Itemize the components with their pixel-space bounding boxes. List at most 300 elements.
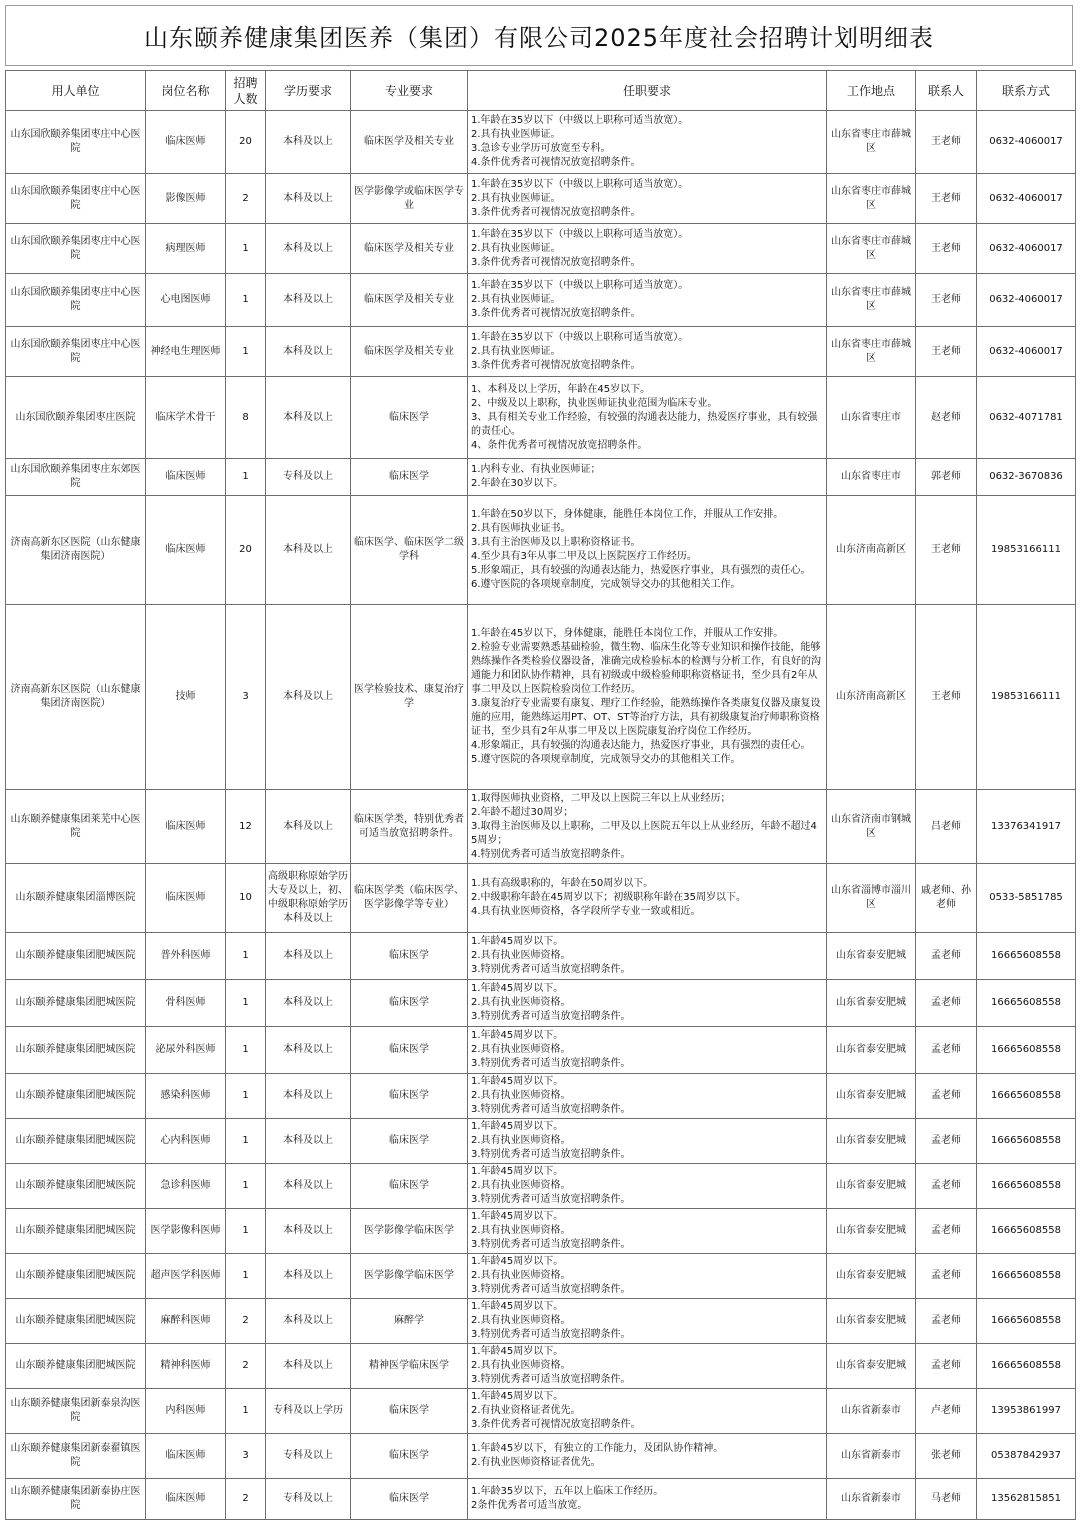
requirement-line: 4、条件优秀者可视情况放宽招聘条件。 bbox=[471, 439, 648, 451]
cell-contact: 王老师 bbox=[916, 224, 977, 274]
cell-education: 本科及以上 bbox=[266, 1027, 351, 1074]
cell-phone: 16665608558 bbox=[977, 933, 1076, 980]
cell-position: 心电图医师 bbox=[146, 274, 226, 327]
requirement-line: 3.特别优秀者可适当放宽招聘条件。 bbox=[471, 1329, 631, 1340]
cell-count: 2 bbox=[226, 1479, 266, 1520]
cell-location: 山东省泰安肥城 bbox=[827, 1027, 916, 1074]
cell-requirements bbox=[468, 1479, 827, 1520]
requirement-line: 2.具有执业医师资格。 bbox=[471, 1315, 571, 1326]
cell-location: 山东省泰安肥城 bbox=[827, 1209, 916, 1254]
cell-requirements bbox=[468, 327, 827, 377]
cell-contact: 王老师 bbox=[916, 496, 977, 605]
cell-location: 山东省泰安肥城 bbox=[827, 1344, 916, 1389]
table-row bbox=[6, 1479, 1076, 1520]
cell-contact: 孟老师 bbox=[916, 1344, 977, 1389]
cell-major: 临床医学类，特别优秀者可适当放宽招聘条件。 bbox=[351, 790, 468, 864]
cell-count: 1 bbox=[226, 933, 266, 980]
cell-location: 山东济南高新区 bbox=[827, 496, 916, 605]
cell-education: 本科及以上 bbox=[266, 174, 351, 224]
requirement-line: 2.具有执业医师证。 bbox=[471, 192, 561, 204]
table-row bbox=[6, 1119, 1076, 1164]
cell-phone: 13376341917 bbox=[977, 790, 1076, 864]
cell-education: 专科及以上学历 bbox=[266, 1389, 351, 1434]
cell-unit: 山东颐养健康集团肥城医院 bbox=[6, 1074, 146, 1119]
cell-requirements bbox=[468, 1254, 827, 1299]
cell-position: 泌尿外科医师 bbox=[146, 1027, 226, 1074]
requirement-line: 3.条件优秀者可视情况放宽招聘条件。 bbox=[471, 256, 641, 268]
requirement-line: 2.年龄在30岁以下。 bbox=[471, 478, 564, 489]
cell-count: 1 bbox=[226, 1074, 266, 1119]
header-contact: 联系人 bbox=[916, 71, 977, 111]
table-row bbox=[6, 1164, 1076, 1209]
table-header-row bbox=[6, 71, 1076, 111]
cell-major: 临床医学 bbox=[351, 459, 468, 496]
cell-contact: 吕老师 bbox=[916, 790, 977, 864]
cell-contact: 赵老师 bbox=[916, 377, 977, 459]
cell-contact: 孟老师 bbox=[916, 1254, 977, 1299]
cell-contact: 王老师 bbox=[916, 327, 977, 377]
cell-position: 影像医师 bbox=[146, 174, 226, 224]
cell-position: 急诊科医师 bbox=[146, 1164, 226, 1209]
requirement-line: 3.特别优秀者可适当放宽招聘条件。 bbox=[471, 1149, 631, 1160]
cell-location: 山东省新泰市 bbox=[827, 1479, 916, 1520]
cell-education: 本科及以上 bbox=[266, 327, 351, 377]
requirement-line: 2.具有执业医师资格。 bbox=[471, 950, 571, 961]
cell-unit: 济南高新东区医院（山东健康集团济南医院） bbox=[6, 605, 146, 790]
cell-contact: 孟老师 bbox=[916, 1164, 977, 1209]
requirement-line: 3、具有相关专业工作经验，有较强的沟通表达能力，热爱医疗事业，具有较强的责任心。 bbox=[471, 411, 818, 437]
requirement-line: 1.年龄在35岁以下（中级以上职称可适当放宽）。 bbox=[471, 228, 689, 240]
cell-unit: 山东国欣颐养集团枣庄医院 bbox=[6, 377, 146, 459]
cell-location: 山东省济南市钢城区 bbox=[827, 790, 916, 864]
cell-position: 病理医师 bbox=[146, 224, 226, 274]
cell-unit: 山东颐养健康集团肥城医院 bbox=[6, 1027, 146, 1074]
cell-requirements bbox=[468, 1074, 827, 1119]
requirement-line: 1.年龄在35岁以下（中级以上职称可适当放宽）。 bbox=[471, 178, 689, 190]
cell-location: 山东省枣庄市薛城区 bbox=[827, 224, 916, 274]
cell-location: 山东省泰安肥城 bbox=[827, 1119, 916, 1164]
requirement-line: 2.年龄不超过30周岁； bbox=[471, 806, 574, 818]
cell-major: 医学检验技术、康复治疗学 bbox=[351, 605, 468, 790]
requirement-line: 3.急诊专业学历可放宽至专科。 bbox=[471, 143, 611, 154]
cell-position: 临床医师 bbox=[146, 1479, 226, 1520]
cell-contact: 孟老师 bbox=[916, 1027, 977, 1074]
cell-education: 本科及以上 bbox=[266, 1299, 351, 1344]
cell-unit: 山东国欣颐养集团枣庄中心医院 bbox=[6, 327, 146, 377]
cell-education: 专科及以上 bbox=[266, 459, 351, 496]
requirement-line: 1.年龄在35岁以下（中级以上职称可适当放宽）。 bbox=[471, 331, 689, 343]
cell-contact: 王老师 bbox=[916, 174, 977, 224]
requirement-line: 3.取得主治医师及以上职称，二甲及以上医院五年以上从业经历，年龄不超过45周岁； bbox=[471, 820, 817, 846]
requirement-line: 2.具有执业医师资格。 bbox=[471, 1225, 571, 1236]
cell-position: 技师 bbox=[146, 605, 226, 790]
requirement-line: 1.年龄45周岁以下。 bbox=[471, 1030, 564, 1041]
cell-position: 临床医师 bbox=[146, 864, 226, 933]
table-row bbox=[6, 274, 1076, 327]
cell-education: 本科及以上 bbox=[266, 111, 351, 174]
cell-education: 高级职称原始学历大专及以上，初、中级职称原始学历本科及以上 bbox=[266, 864, 351, 933]
cell-location: 山东省泰安肥城 bbox=[827, 1164, 916, 1209]
requirement-line: 3.特别优秀者可适当放宽招聘条件。 bbox=[471, 1374, 631, 1385]
cell-position: 超声医学科医师 bbox=[146, 1254, 226, 1299]
table-row bbox=[6, 111, 1076, 174]
cell-location: 山东省枣庄市薛城区 bbox=[827, 327, 916, 377]
cell-unit: 山东颐养健康集团肥城医院 bbox=[6, 1254, 146, 1299]
header-phone: 联系方式 bbox=[977, 71, 1076, 111]
cell-unit: 山东国欣颐养集团枣庄中心医院 bbox=[6, 111, 146, 174]
requirement-line: 1.年龄45周岁以下。 bbox=[471, 1391, 564, 1402]
requirement-line: 1.取得医师执业资格，二甲及以上医院三年以上从业经历； bbox=[471, 792, 731, 804]
cell-requirements bbox=[468, 1434, 827, 1479]
cell-major: 临床医学 bbox=[351, 1389, 468, 1434]
requirement-line: 1.年龄45周岁以下。 bbox=[471, 983, 564, 994]
cell-education: 专科及以上 bbox=[266, 1434, 351, 1479]
cell-major: 精神医学临床医学 bbox=[351, 1344, 468, 1389]
cell-count: 1 bbox=[226, 1164, 266, 1209]
cell-major: 临床医学 bbox=[351, 1164, 468, 1209]
cell-major: 麻醉学 bbox=[351, 1299, 468, 1344]
cell-requirements bbox=[468, 224, 827, 274]
cell-phone: 19853166111 bbox=[977, 496, 1076, 605]
requirement-line: 4.形象端正，具有较强的沟通表达能力，热爱医疗事业，具有强烈的责任心。 bbox=[471, 740, 811, 751]
cell-position: 内科医师 bbox=[146, 1389, 226, 1434]
cell-unit: 山东颐养健康集团新泰翟镇医院 bbox=[6, 1434, 146, 1479]
cell-location: 山东省泰安肥城 bbox=[827, 980, 916, 1027]
requirement-line: 3.条件优秀者可视情况放宽招聘条件。 bbox=[471, 1419, 641, 1430]
table-body bbox=[6, 111, 1076, 1520]
requirement-line: 3.条件优秀者可视情况放宽招聘条件。 bbox=[471, 359, 641, 371]
cell-position: 麻醉科医师 bbox=[146, 1299, 226, 1344]
cell-phone: 0533-5851785 bbox=[977, 864, 1076, 933]
cell-phone: 13953861997 bbox=[977, 1389, 1076, 1434]
cell-phone: 0632-4060017 bbox=[977, 111, 1076, 174]
table-row bbox=[6, 377, 1076, 459]
cell-count: 1 bbox=[226, 224, 266, 274]
cell-location: 山东济南高新区 bbox=[827, 605, 916, 790]
cell-education: 本科及以上 bbox=[266, 496, 351, 605]
cell-count: 1 bbox=[226, 1027, 266, 1074]
cell-location: 山东省枣庄市薛城区 bbox=[827, 174, 916, 224]
cell-unit: 山东国欣颐养集团枣庄中心医院 bbox=[6, 224, 146, 274]
requirement-line: 2.具有执业医师资格。 bbox=[471, 997, 571, 1008]
requirement-line: 1.年龄45周岁以下。 bbox=[471, 1166, 564, 1177]
cell-contact: 孟老师 bbox=[916, 1209, 977, 1254]
cell-requirements bbox=[468, 1344, 827, 1389]
cell-requirements bbox=[468, 274, 827, 327]
cell-phone: 16665608558 bbox=[977, 1027, 1076, 1074]
cell-major: 临床医学 bbox=[351, 1119, 468, 1164]
requirement-line: 1.年龄45周岁以下。 bbox=[471, 936, 564, 947]
requirement-line: 2.检验专业需要熟悉基础检验，微生物、临床生化等专业知识和操作技能，能够熟练操作各类检验仪器设备，准确完成检验标本的检测与分析工作，有良好的沟通能力和团队协作精神，具有初级或中级检验师职称资格证书，至少具有2年从事二甲及以上医院检验岗位工作经历。 bbox=[471, 642, 821, 695]
header-count: 招聘人数 bbox=[226, 71, 266, 111]
table-row bbox=[6, 224, 1076, 274]
cell-count: 2 bbox=[226, 1299, 266, 1344]
cell-location: 山东省枣庄市薛城区 bbox=[827, 111, 916, 174]
table-row bbox=[6, 1074, 1076, 1119]
cell-contact: 郭老师 bbox=[916, 459, 977, 496]
requirement-line: 1.年龄在50岁以下，身体健康，能胜任本岗位工作，并服从工作安排。 bbox=[471, 509, 784, 520]
requirement-line: 4.条件优秀者可视情况放宽招聘条件。 bbox=[471, 157, 641, 168]
cell-unit: 山东颐养健康集团莱芜中心医院 bbox=[6, 790, 146, 864]
cell-contact: 戚老师、孙老师 bbox=[916, 864, 977, 933]
cell-position: 临床医师 bbox=[146, 790, 226, 864]
cell-phone: 16665608558 bbox=[977, 980, 1076, 1027]
requirement-line: 1.年龄在35岁以下（中级以上职称可适当放宽）。 bbox=[471, 115, 689, 126]
requirement-line: 1.年龄45周岁以下。 bbox=[471, 1076, 564, 1087]
table-row bbox=[6, 933, 1076, 980]
cell-requirements bbox=[468, 459, 827, 496]
cell-unit: 山东颐养健康集团肥城医院 bbox=[6, 933, 146, 980]
cell-phone: 16665608558 bbox=[977, 1164, 1076, 1209]
table-row bbox=[6, 1027, 1076, 1074]
cell-major: 医学影像学临床医学 bbox=[351, 1209, 468, 1254]
requirement-line: 1.内科专业、有执业医师证； bbox=[471, 464, 601, 475]
cell-unit: 山东颐养健康集团新泰泉沟医院 bbox=[6, 1389, 146, 1434]
requirement-line: 5.形象端正，具有较强的沟通表达能力，热爱医疗事业，具有强烈的责任心。 bbox=[471, 565, 811, 576]
requirement-line: 2.具有执业医师资格。 bbox=[471, 1360, 571, 1371]
requirement-line: 1.具有高级职称的，年龄在50周岁以下。 bbox=[471, 878, 654, 889]
cell-position: 医学影像科医师 bbox=[146, 1209, 226, 1254]
cell-requirements bbox=[468, 1027, 827, 1074]
cell-major: 医学影像学或临床医学专业 bbox=[351, 174, 468, 224]
cell-location: 山东省新泰市 bbox=[827, 1434, 916, 1479]
cell-count: 1 bbox=[226, 980, 266, 1027]
cell-position: 感染科医师 bbox=[146, 1074, 226, 1119]
cell-location: 山东省泰安肥城 bbox=[827, 1074, 916, 1119]
cell-contact: 王老师 bbox=[916, 111, 977, 174]
cell-education: 本科及以上 bbox=[266, 1074, 351, 1119]
cell-phone: 0632-3670836 bbox=[977, 459, 1076, 496]
requirement-line: 2.具有执业医师证。 bbox=[471, 129, 561, 140]
cell-education: 本科及以上 bbox=[266, 1344, 351, 1389]
cell-major: 临床医学 bbox=[351, 1479, 468, 1520]
cell-phone: 05387842937 bbox=[977, 1434, 1076, 1479]
cell-phone: 0632-4060017 bbox=[977, 327, 1076, 377]
table-row bbox=[6, 980, 1076, 1027]
cell-unit: 山东颐养健康集团肥城医院 bbox=[6, 1299, 146, 1344]
cell-position: 临床医师 bbox=[146, 459, 226, 496]
cell-education: 专科及以上 bbox=[266, 1479, 351, 1520]
cell-unit: 山东颐养健康集团肥城医院 bbox=[6, 1209, 146, 1254]
requirement-line: 2.具有执业医师资格。 bbox=[471, 1044, 571, 1055]
cell-major: 临床医学及相关专业 bbox=[351, 224, 468, 274]
cell-location: 山东省淄博市淄川区 bbox=[827, 864, 916, 933]
requirement-line: 2.具有执业医师资格。 bbox=[471, 1135, 571, 1146]
cell-major: 临床医学 bbox=[351, 1027, 468, 1074]
cell-education: 本科及以上 bbox=[266, 1119, 351, 1164]
cell-phone: 16665608558 bbox=[977, 1344, 1076, 1389]
cell-count: 12 bbox=[226, 790, 266, 864]
table-row bbox=[6, 790, 1076, 864]
cell-unit: 山东颐养健康集团肥城医院 bbox=[6, 1164, 146, 1209]
cell-contact: 孟老师 bbox=[916, 980, 977, 1027]
requirement-line: 2.中级职称年龄在45周岁以下；初级职称年龄在35周岁以下。 bbox=[471, 892, 746, 903]
requirement-line: 1.年龄45周岁以下。 bbox=[471, 1301, 564, 1312]
cell-major: 临床医学 bbox=[351, 980, 468, 1027]
cell-major: 临床医学及相关专业 bbox=[351, 327, 468, 377]
requirement-line: 3.特别优秀者可适当放宽招聘条件。 bbox=[471, 964, 631, 975]
cell-count: 20 bbox=[226, 111, 266, 174]
table-row bbox=[6, 1209, 1076, 1254]
requirement-line: 1.年龄在45岁以下，身体健康，能胜任本岗位工作，并服从工作安排。 bbox=[471, 628, 784, 639]
table-row bbox=[6, 1299, 1076, 1344]
cell-count: 10 bbox=[226, 864, 266, 933]
requirement-line: 3.特别优秀者可适当放宽招聘条件。 bbox=[471, 1194, 631, 1205]
table-row bbox=[6, 174, 1076, 224]
cell-position: 精神科医师 bbox=[146, 1344, 226, 1389]
requirement-line: 3.特别优秀者可适当放宽招聘条件。 bbox=[471, 1239, 631, 1250]
requirement-line: 1.年龄45周岁以下。 bbox=[471, 1211, 564, 1222]
requirement-line: 5.遵守医院的各项规章制度，完成领导交办的其他相关工作。 bbox=[471, 754, 741, 765]
cell-major: 临床医学 bbox=[351, 933, 468, 980]
cell-requirements bbox=[468, 790, 827, 864]
cell-location: 山东省枣庄市 bbox=[827, 377, 916, 459]
requirement-line: 2.具有执业医师证。 bbox=[471, 345, 561, 357]
cell-unit: 山东国欣颐养集团枣庄中心医院 bbox=[6, 274, 146, 327]
cell-major: 临床医学 bbox=[351, 1074, 468, 1119]
cell-count: 3 bbox=[226, 605, 266, 790]
cell-count: 1 bbox=[226, 1254, 266, 1299]
requirement-line: 1.年龄45周岁以下。 bbox=[471, 1256, 564, 1267]
recruitment-table bbox=[5, 70, 1076, 1520]
cell-phone: 0632-4060017 bbox=[977, 274, 1076, 327]
requirement-line: 3.条件优秀者可视情况放宽招聘条件。 bbox=[471, 308, 641, 319]
cell-count: 2 bbox=[226, 1344, 266, 1389]
cell-location: 山东省泰安肥城 bbox=[827, 1254, 916, 1299]
header-major: 专业要求 bbox=[351, 71, 468, 111]
cell-unit: 济南高新东区医院（山东健康集团济南医院） bbox=[6, 496, 146, 605]
cell-education: 本科及以上 bbox=[266, 605, 351, 790]
cell-requirements bbox=[468, 1119, 827, 1164]
cell-education: 本科及以上 bbox=[266, 274, 351, 327]
cell-location: 山东省泰安肥城 bbox=[827, 933, 916, 980]
requirement-line: 3.特别优秀者可适当放宽招聘条件。 bbox=[471, 1284, 631, 1295]
requirement-line: 3.康复治疗专业需要有康复、理疗工作经验，能熟练操作各类康复仪器及康复设施的应用，能熟练运用PT、OT、ST等治疗方法，具有初级康复治疗师职称资格证书，至少具有2年从事二甲及以上医院康复治疗岗位工作经历。 bbox=[471, 698, 821, 737]
cell-requirements bbox=[468, 933, 827, 980]
cell-phone: 16665608558 bbox=[977, 1209, 1076, 1254]
cell-unit: 山东颐养健康集团肥城医院 bbox=[6, 980, 146, 1027]
requirement-line: 3.特别优秀者可适当放宽招聘条件。 bbox=[471, 1058, 631, 1069]
cell-count: 1 bbox=[226, 327, 266, 377]
header-location: 工作地点 bbox=[827, 71, 916, 111]
cell-contact: 王老师 bbox=[916, 605, 977, 790]
requirement-line: 1.年龄在35岁以下（中级以上职称可适当放宽）。 bbox=[471, 280, 689, 291]
cell-requirements bbox=[468, 111, 827, 174]
cell-major: 临床医学及相关专业 bbox=[351, 111, 468, 174]
requirement-line: 2.具有执业医师证。 bbox=[471, 294, 561, 305]
header-position: 岗位名称 bbox=[146, 71, 226, 111]
requirement-line: 2.具有执业医师资格。 bbox=[471, 1270, 571, 1281]
cell-count: 3 bbox=[226, 1434, 266, 1479]
page-title: 山东颐养健康集团医养（集团）有限公司2025年度社会招聘计划明细表 bbox=[5, 5, 1073, 66]
cell-major: 临床医学 bbox=[351, 1434, 468, 1479]
cell-contact: 孟老师 bbox=[916, 933, 977, 980]
cell-phone: 0632-4071781 bbox=[977, 377, 1076, 459]
table-row bbox=[6, 1389, 1076, 1434]
cell-requirements bbox=[468, 1389, 827, 1434]
requirement-line: 2.有执业资格证者优先。 bbox=[471, 1405, 581, 1416]
cell-location: 山东省枣庄市薛城区 bbox=[827, 274, 916, 327]
cell-education: 本科及以上 bbox=[266, 377, 351, 459]
table-row bbox=[6, 327, 1076, 377]
cell-education: 本科及以上 bbox=[266, 1254, 351, 1299]
requirement-line: 2.有执业医师资格证者优先。 bbox=[471, 1457, 601, 1468]
cell-requirements bbox=[468, 174, 827, 224]
requirement-line: 1.年龄35岁以下，五年以上临床工作经历。 bbox=[471, 1486, 664, 1497]
cell-requirements bbox=[468, 864, 827, 933]
table-row bbox=[6, 1434, 1076, 1479]
table-row bbox=[6, 496, 1076, 605]
table-row bbox=[6, 605, 1076, 790]
header-education: 学历要求 bbox=[266, 71, 351, 111]
cell-position: 骨科医师 bbox=[146, 980, 226, 1027]
cell-phone: 0632-4060017 bbox=[977, 224, 1076, 274]
cell-phone: 16665608558 bbox=[977, 1119, 1076, 1164]
cell-position: 临床医师 bbox=[146, 1434, 226, 1479]
requirement-line: 2.具有医师执业证书。 bbox=[471, 523, 571, 534]
cell-unit: 山东颐养健康集团肥城医院 bbox=[6, 1119, 146, 1164]
requirement-line: 4.具有执业医师资格，各学段所学专业一致或相近。 bbox=[471, 906, 701, 917]
cell-major: 临床医学及相关专业 bbox=[351, 274, 468, 327]
cell-location: 山东省泰安肥城 bbox=[827, 1299, 916, 1344]
cell-education: 本科及以上 bbox=[266, 1164, 351, 1209]
cell-major: 临床医学类（临床医学、医学影像学等专业） bbox=[351, 864, 468, 933]
requirement-line: 1.年龄45周岁以下。 bbox=[471, 1121, 564, 1132]
requirement-line: 1.年龄45岁以下，有独立的工作能力，及团队协作精神。 bbox=[471, 1443, 724, 1454]
requirement-line: 3.具有主治医师及以上职称资格证书。 bbox=[471, 537, 641, 548]
cell-contact: 孟老师 bbox=[916, 1299, 977, 1344]
requirement-line: 1.年龄45周岁以下。 bbox=[471, 1346, 564, 1357]
cell-major: 医学影像学临床医学 bbox=[351, 1254, 468, 1299]
requirement-line: 4.至少具有3年从事二甲及以上医院医疗工作经历。 bbox=[471, 551, 697, 562]
requirement-line: 1、本科及以上学历，年龄在45岁以下。 bbox=[471, 383, 651, 395]
cell-count: 8 bbox=[226, 377, 266, 459]
cell-position: 神经电生理医师 bbox=[146, 327, 226, 377]
requirement-line: 2.具有执业医师资格。 bbox=[471, 1090, 571, 1101]
requirement-line: 6.遵守医院的各项规章制度，完成领导交办的其他相关工作。 bbox=[471, 579, 741, 590]
cell-position: 临床学术骨干 bbox=[146, 377, 226, 459]
table-row bbox=[6, 864, 1076, 933]
cell-phone: 13562815851 bbox=[977, 1479, 1076, 1520]
cell-unit: 山东颐养健康集团淄博医院 bbox=[6, 864, 146, 933]
cell-phone: 16665608558 bbox=[977, 1254, 1076, 1299]
cell-phone: 16665608558 bbox=[977, 1074, 1076, 1119]
cell-major: 临床医学 bbox=[351, 377, 468, 459]
cell-requirements bbox=[468, 605, 827, 790]
cell-contact: 马老师 bbox=[916, 1479, 977, 1520]
cell-education: 本科及以上 bbox=[266, 933, 351, 980]
cell-count: 1 bbox=[226, 1119, 266, 1164]
cell-requirements bbox=[468, 980, 827, 1027]
requirement-line: 2.具有执业医师资格。 bbox=[471, 1180, 571, 1191]
cell-education: 本科及以上 bbox=[266, 224, 351, 274]
cell-location: 山东省新泰市 bbox=[827, 1389, 916, 1434]
requirement-line: 2.具有执业医师证。 bbox=[471, 242, 561, 254]
cell-position: 心内科医师 bbox=[146, 1119, 226, 1164]
table-row bbox=[6, 1344, 1076, 1389]
header-unit: 用人单位 bbox=[6, 71, 146, 111]
cell-count: 2 bbox=[226, 174, 266, 224]
requirement-line: 2、中级及以上职称，执业医师证执业范围为临床专业。 bbox=[471, 397, 718, 409]
cell-count: 1 bbox=[226, 274, 266, 327]
cell-phone: 19853166111 bbox=[977, 605, 1076, 790]
table-row bbox=[6, 459, 1076, 496]
cell-count: 1 bbox=[226, 459, 266, 496]
cell-requirements bbox=[468, 496, 827, 605]
cell-education: 本科及以上 bbox=[266, 980, 351, 1027]
cell-requirements bbox=[468, 1299, 827, 1344]
cell-unit: 山东国欣颐养集团枣庄东郊医院 bbox=[6, 459, 146, 496]
